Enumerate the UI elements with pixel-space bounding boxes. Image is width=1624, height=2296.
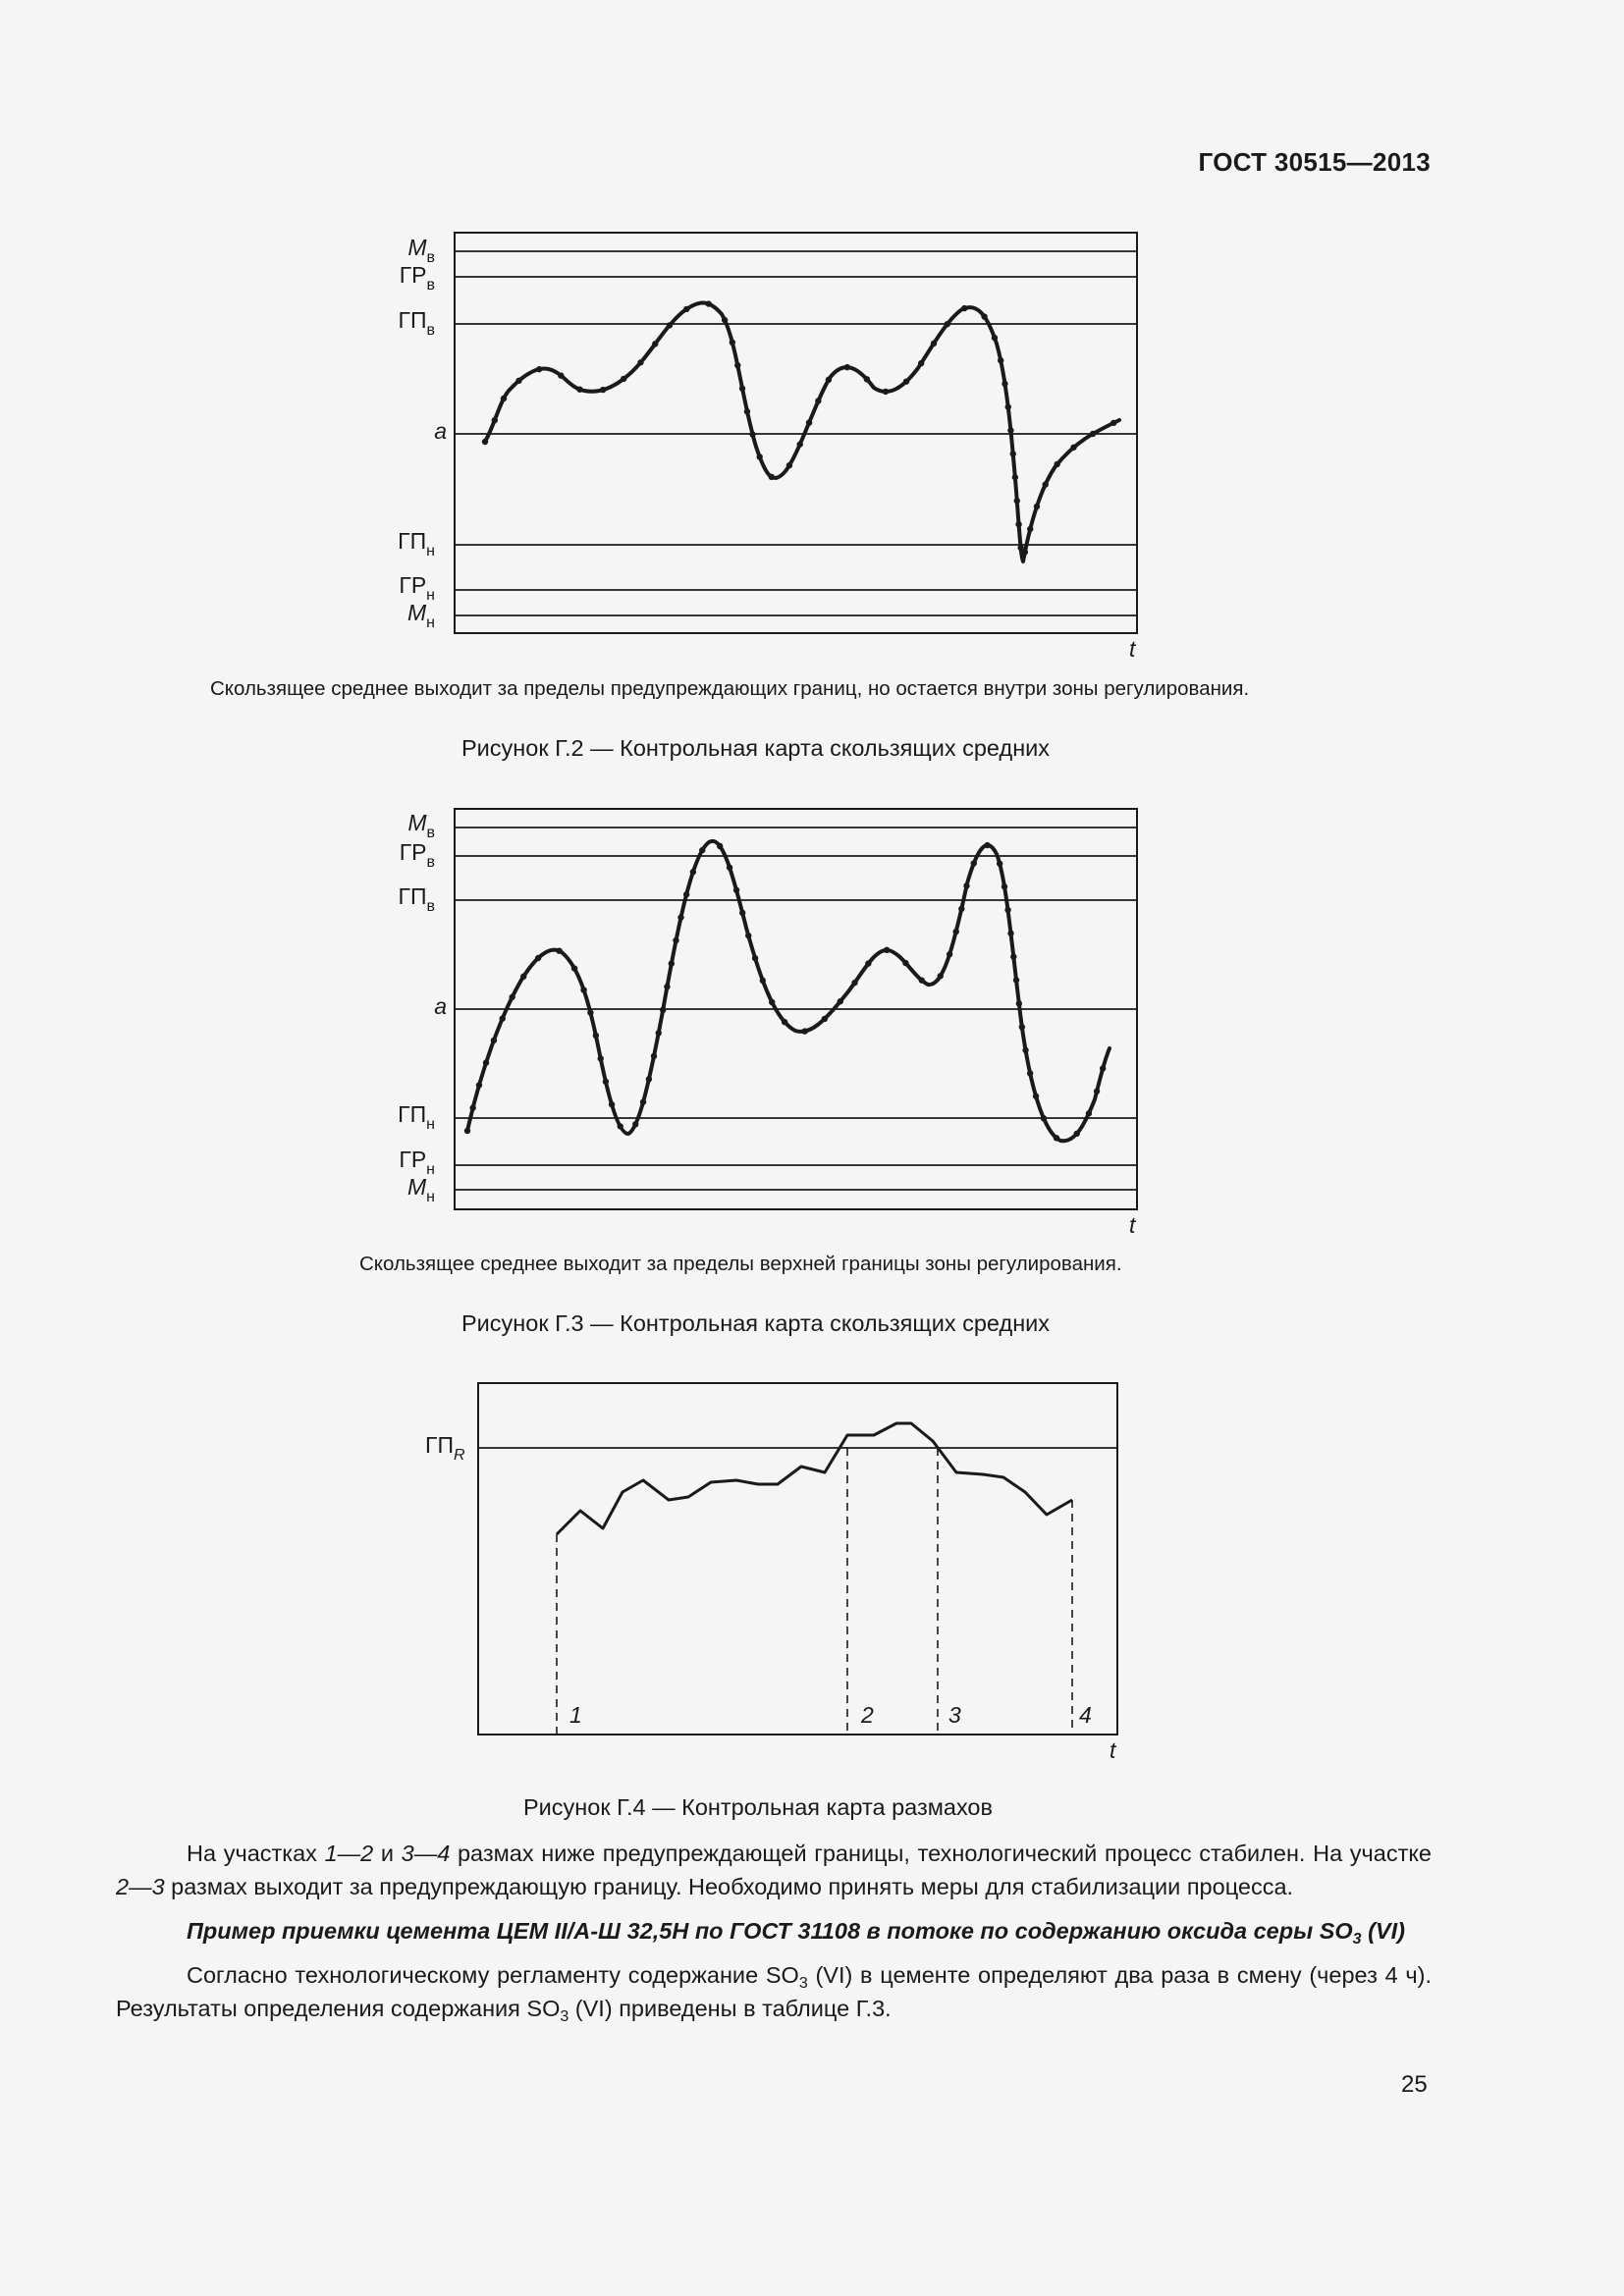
figure-g4-caption: Рисунок Г.4 — Контрольная карта размахов (523, 1794, 993, 1820)
level-label: $M_в$ (407, 235, 435, 266)
figure-g2-caption: Рисунок Г.2 — Контрольная карта скользящих средних (461, 735, 1051, 761)
segment-labels (569, 1702, 1092, 1728)
paragraph-stability: На участках 1—2 и 3—4 размах ниже предупреждающей границы, технологический процесс стабилен. На участке 2—3 размах выходит за предупреждающую границу. Необходимо принять меры для стабилизации процесса. (116, 1841, 1432, 1899)
level-label: $ГР_в$ (399, 262, 435, 294)
level-label: $M_н$ (406, 600, 435, 631)
figure-g3-caption: Рисунок Г.3 — Контрольная карта скользящих средних (461, 1310, 1051, 1336)
t-axis-label: t (1129, 636, 1136, 662)
level-label: $ГП_н$ (398, 1101, 435, 1133)
level-label: a (434, 993, 447, 1019)
segment-label-3: 3 (948, 1702, 961, 1728)
level-label: $ГП_в$ (398, 883, 435, 915)
range-curve (557, 1423, 1072, 1534)
level-label: $ГП_в$ (398, 307, 435, 339)
t-axis-label: t (1110, 1737, 1116, 1763)
level-label: $ГП_н$ (398, 528, 435, 560)
level-label: $ГР_в$ (399, 839, 435, 871)
level-label: $M_н$ (406, 1174, 435, 1205)
level-label: $ГР_н$ (399, 572, 435, 604)
t-axis-label: t (1129, 1212, 1136, 1238)
paragraph-so3: Согласно технологическому регламенту содержание $SO_3$ (VI) в цементе определяют два раза в смену (через 4 ч). Результаты определения содержания $SO_3$ (VI) приведены в таблице Г.3. (116, 1962, 1432, 2025)
document-header: ГОСТ 30515—2013 (1198, 147, 1431, 177)
level-label: $M_в$ (407, 810, 435, 841)
segment-label-1: 1 (569, 1702, 582, 1728)
level-label: a (434, 418, 447, 444)
segment-boundaries (557, 1448, 1072, 1735)
warning-limit-label: $ГП_R$ (425, 1432, 465, 1464)
segment-label-2: 2 (861, 1702, 874, 1728)
segment-label-4: 4 (1079, 1702, 1092, 1728)
page-number: 25 (1401, 2071, 1428, 2098)
figure-g2-note: Скользящее среднее выходит за пределы предупреждающих границ, но остается внутри зоны регулирования. (210, 677, 1250, 700)
level-label: $ГР_н$ (399, 1147, 435, 1178)
chart-frame (478, 1383, 1117, 1735)
figure-g3-note: Скользящее среднее выходит за пределы верхней границы зоны регулирования. (359, 1253, 1122, 1275)
example-heading: Пример приемки цемента ЦЕМ II/А-Ш 32,5Н по ГОСТ 31108 в потоке по содержанию оксида серы $SO_3$ (VI) (187, 1918, 1405, 1948)
